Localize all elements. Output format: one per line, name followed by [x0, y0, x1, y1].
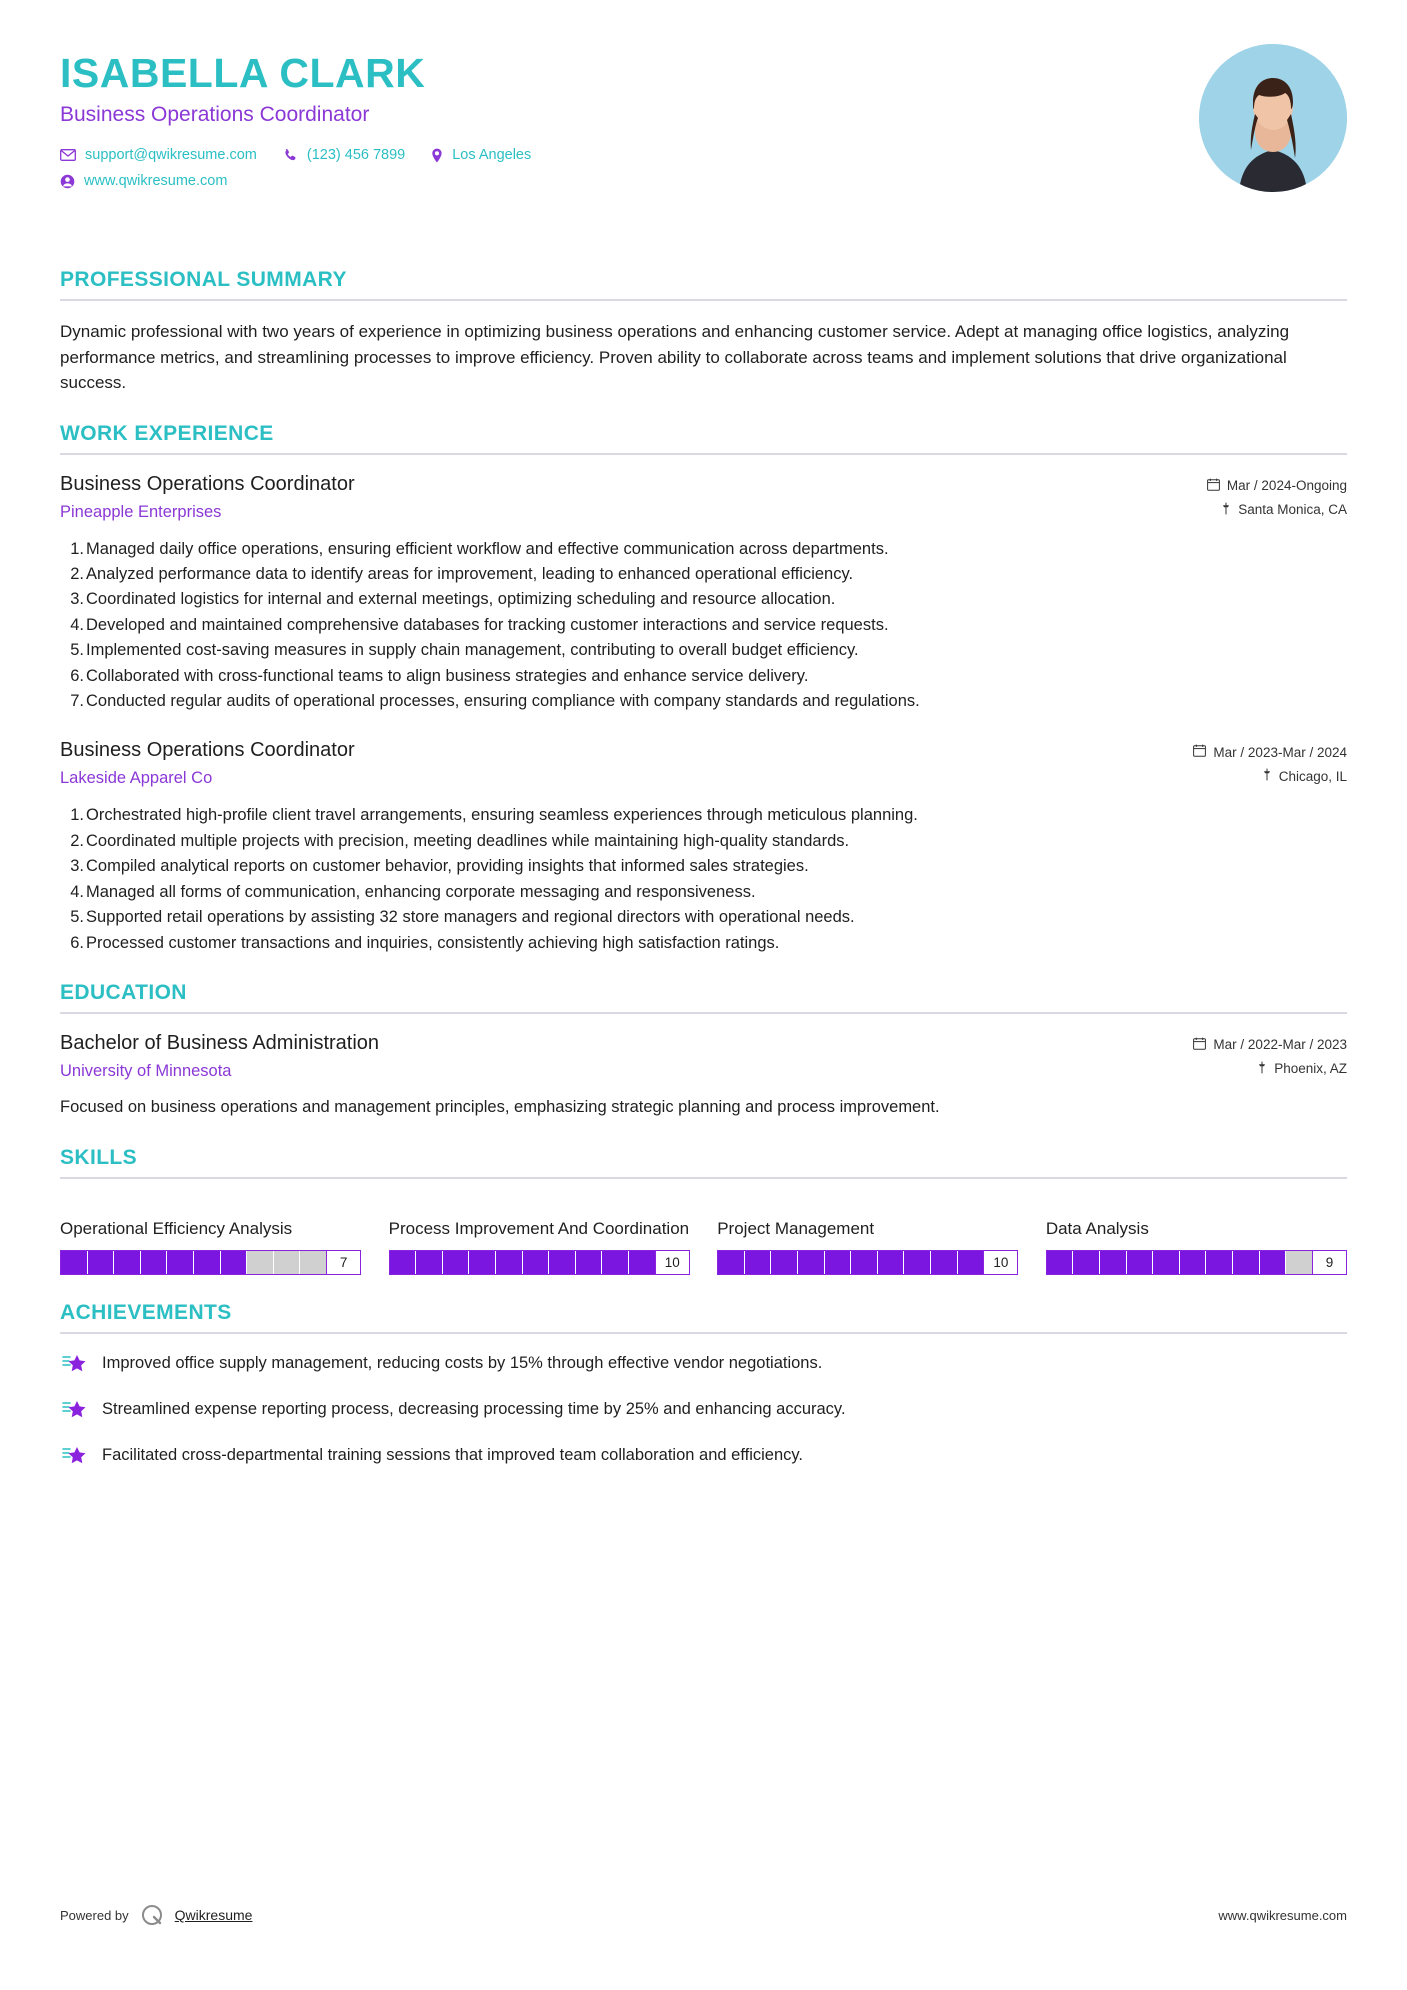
globe-icon	[60, 174, 75, 189]
phone-icon	[283, 148, 298, 163]
map-pin-icon	[1257, 1061, 1267, 1077]
list-item: 3. Coordinated logistics for internal and external meetings, optimizing scheduling and resource allocation.	[70, 590, 836, 609]
experience-dates	[1132, 478, 1347, 494]
skill-ticks	[1047, 1251, 1312, 1274]
section-divider	[60, 299, 1347, 301]
page-footer	[60, 1902, 1347, 1928]
experience-dates	[1132, 744, 1347, 760]
section-divider	[60, 453, 1347, 455]
skills-grid	[60, 1197, 1347, 1275]
experience-dates-text: Mar / 2024-Ongoing	[1226, 478, 1347, 493]
skill-track	[718, 1251, 983, 1274]
education-dates-text: Mar / 2022-Mar / 2023	[1213, 1037, 1347, 1053]
skill-label: Project Management	[717, 1219, 875, 1239]
section-title-achievements: ACHIEVEMENTS	[60, 1300, 232, 1324]
list-item: 5. Supported retail operations by assisting 32 store managers and regional directors with operational needs.	[70, 908, 855, 927]
calendar-icon	[1207, 478, 1220, 494]
location-pin-icon	[431, 148, 443, 163]
calendar-icon	[1193, 744, 1206, 760]
skill-value: 7	[326, 1251, 360, 1274]
skill-label: Operational Efficiency Analysis	[60, 1219, 293, 1239]
achievement-text: Streamlined expense reporting process, decreasing processing time by 25% and enhancing accuracy.	[102, 1400, 846, 1418]
section-divider	[60, 1012, 1347, 1014]
list-item: 4. Developed and maintained comprehensive databases for tracking customer interactions and service requests.	[70, 615, 889, 634]
contact-phone[interactable]	[283, 147, 405, 163]
contact-row-secondary	[60, 173, 1347, 189]
skill-item	[60, 1197, 361, 1275]
contact-email[interactable]	[60, 147, 257, 163]
powered-by-label: Powered by	[60, 1907, 129, 1923]
skill-rating-bar	[60, 1250, 361, 1275]
star-badge-icon	[60, 1444, 90, 1467]
skill-value: 10	[983, 1251, 1017, 1274]
list-item: 2. Analyzed performance data to identify areas for improvement, leading to enhanced operational efficiency.	[70, 564, 854, 583]
contact-email-text: support@qwikresume.com	[85, 147, 257, 164]
experience-company: Lakeside Apparel Co	[60, 769, 213, 788]
contact-phone-text: (123) 456 7899	[306, 147, 406, 164]
experience-bullets	[60, 804, 1347, 955]
section-divider	[60, 1177, 1347, 1179]
skill-value: 10	[655, 1251, 689, 1274]
list-item: 5. Implemented cost-saving measures in supply chain management, contributing to overall budget efficiency.	[70, 641, 859, 660]
section-divider	[60, 1332, 1347, 1334]
experience-company: Pineapple Enterprises	[60, 502, 222, 521]
summary-text: Dynamic professional with two years of experience in optimizing business operations and enhancing customer service. Adept at managing office logistics, analyzing performance metrics, and streamlining processes to improve efficiency. Proven ability to collaborate across teams and implement solutions that drive organizational success.	[60, 322, 1290, 392]
skill-item	[389, 1197, 690, 1275]
experience-location-text: Chicago, IL	[1278, 768, 1347, 784]
skill-track	[390, 1251, 655, 1274]
footer-website[interactable]: www.qwikresume.com	[1218, 1907, 1347, 1923]
section-work-experience	[60, 422, 1347, 955]
star-badge-icon	[60, 1398, 90, 1421]
skill-label: Process Improvement And Coordination	[388, 1219, 690, 1239]
list-item: 2. Coordinated multiple projects with precision, meeting deadlines while maintaining high-quality standards.	[70, 831, 850, 850]
brand-name[interactable]: Qwikresume	[174, 1907, 253, 1923]
experience-item	[60, 473, 1347, 714]
skill-value: 9	[1312, 1251, 1346, 1274]
section-title-skills: SKILLS	[60, 1145, 138, 1169]
skill-track	[1047, 1251, 1312, 1274]
experience-dates-text: Mar / 2023-Mar / 2024	[1213, 744, 1347, 760]
list-item: 6. Processed customer transactions and inquiries, consistently achieving high satisfaction ratings.	[70, 933, 780, 952]
candidate-job-title: Business Operations Coordinator	[60, 103, 370, 127]
avatar	[1199, 44, 1347, 192]
list-item: 7. Conducted regular audits of operational processes, ensuring compliance with company standards and regulations.	[70, 692, 920, 711]
section-professional-summary	[60, 268, 1347, 396]
section-title-summary: PROFESSIONAL SUMMARY	[60, 268, 347, 291]
skill-rating-bar	[1046, 1250, 1347, 1275]
contact-location	[431, 147, 531, 163]
resume-header	[60, 52, 1347, 242]
education-degree: Bachelor of Business Administration	[60, 1031, 380, 1054]
list-item: 1. Managed daily office operations, ensuring efficient workflow and effective communication across departments.	[70, 539, 889, 558]
skill-item	[1046, 1197, 1347, 1275]
section-skills	[60, 1146, 1347, 1275]
calendar-icon	[1193, 1037, 1206, 1053]
map-pin-icon	[1262, 768, 1272, 784]
skill-ticks	[718, 1251, 983, 1274]
map-pin-icon	[1221, 502, 1231, 518]
section-achievements	[60, 1301, 1347, 1467]
section-education	[60, 981, 1347, 1120]
skill-label: Data Analysis	[1045, 1219, 1149, 1239]
section-title-education: EDUCATION	[60, 980, 187, 1004]
list-item: 6. Collaborated with cross-functional teams to align business strategies and enhance service delivery.	[70, 666, 809, 685]
experience-role: Business Operations Coordinator	[60, 472, 355, 495]
education-item	[60, 1032, 1347, 1120]
experience-location	[1132, 502, 1347, 518]
skill-rating-bar	[717, 1250, 1018, 1275]
experience-location-text: Santa Monica, CA	[1238, 502, 1347, 517]
experience-location	[1132, 768, 1347, 784]
achievement-item	[60, 1444, 1347, 1467]
skill-rating-bar	[389, 1250, 690, 1275]
envelope-icon	[60, 149, 76, 161]
qwikresume-logo-icon	[139, 1902, 165, 1928]
contact-row-primary	[60, 147, 1347, 163]
experience-item	[60, 739, 1347, 955]
experience-role: Business Operations Coordinator	[60, 739, 355, 762]
section-title-experience: WORK EXPERIENCE	[60, 421, 274, 445]
education-school: University of Minnesota	[60, 1061, 232, 1080]
contact-website-text: www.qwikresume.com	[84, 173, 228, 190]
achievement-text: Facilitated cross-departmental training sessions that improved team collaboration and efficiency.	[102, 1446, 803, 1465]
contact-location-text: Los Angeles	[452, 147, 532, 164]
achievement-item	[60, 1352, 1347, 1375]
list-item: 1. Orchestrated high-profile client travel arrangements, ensuring seamless experiences through meticulous planning.	[70, 806, 918, 825]
list-item: 3. Compiled analytical reports on customer behavior, providing insights that informed sales strategies.	[70, 857, 809, 876]
skill-track	[61, 1251, 326, 1274]
skill-ticks	[390, 1251, 655, 1274]
candidate-name: ISABELLA CLARK	[60, 50, 426, 96]
contact-website[interactable]	[60, 173, 227, 189]
skill-ticks	[61, 1251, 326, 1274]
list-item: 4. Managed all forms of communication, enhancing corporate messaging and responsiveness.	[70, 882, 756, 901]
education-description: Focused on business operations and management principles, emphasizing strategic planning and process improvement.	[60, 1097, 940, 1116]
achievement-item	[60, 1398, 1347, 1421]
skill-item	[717, 1197, 1018, 1275]
education-location-text: Phoenix, AZ	[1274, 1061, 1347, 1077]
education-dates	[1132, 1037, 1347, 1053]
achievement-text: Improved office supply management, reducing costs by 15% through effective vendor negotiations.	[102, 1353, 823, 1372]
star-badge-icon	[60, 1352, 90, 1375]
footer-brand	[60, 1902, 252, 1928]
education-location	[1132, 1061, 1347, 1077]
experience-bullets	[60, 538, 1347, 714]
achievements-list	[60, 1352, 1347, 1467]
